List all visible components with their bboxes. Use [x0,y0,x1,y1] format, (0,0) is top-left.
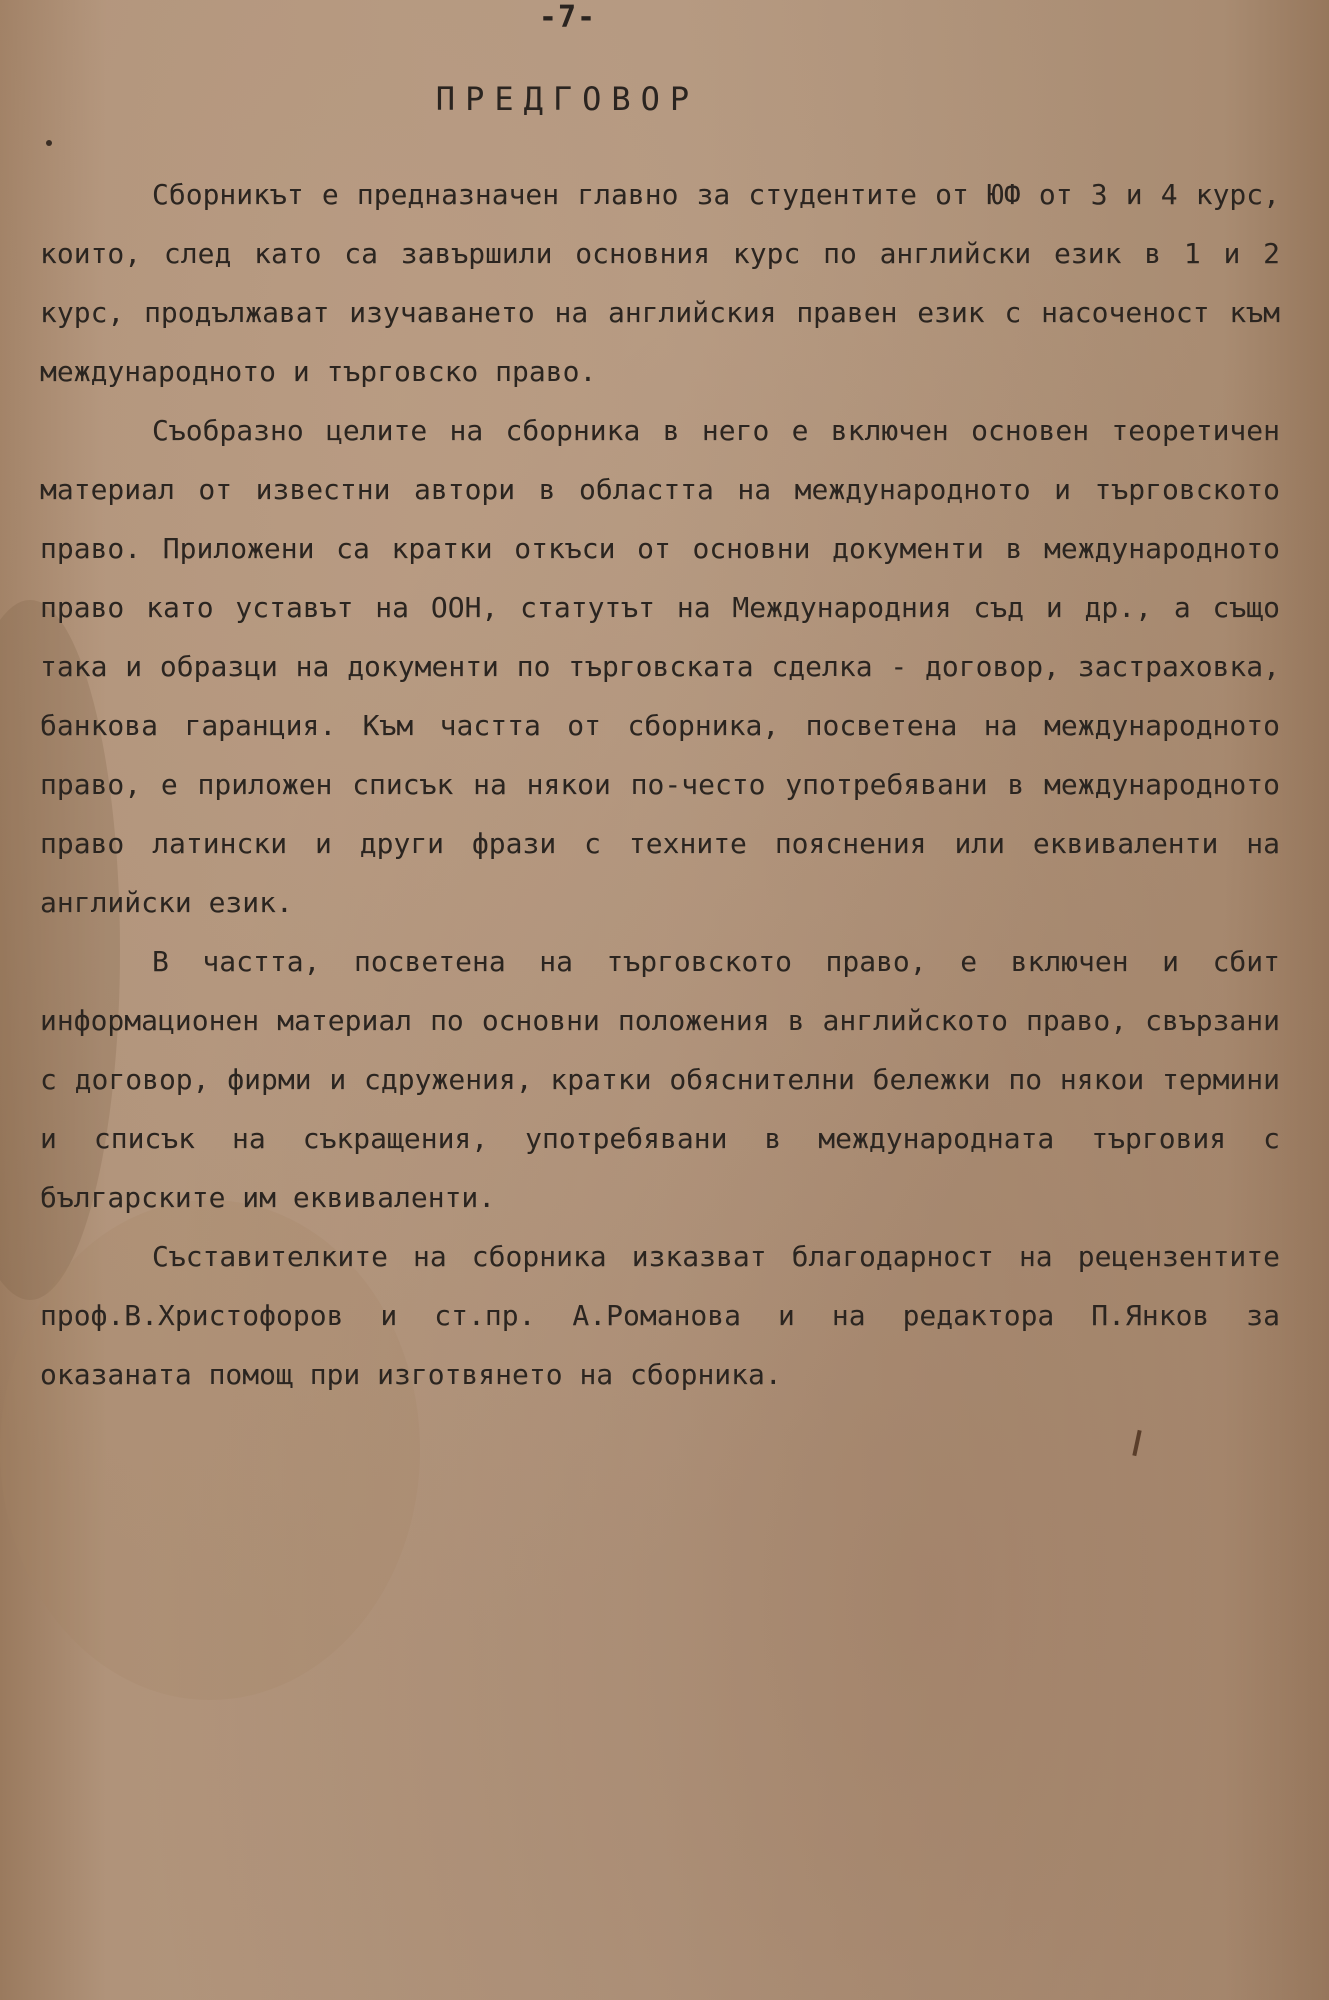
page-title: ПРЕДГОВОР [435,80,700,118]
body-text [40,165,1280,1404]
paragraph: Съставителките на сборника изказват благодарност на рецензентите проф.В.Христофоров и ст.пр. А.Романова и на редактора П.Янков за оказаната помощ при изготвянето на сборника. [40,1240,1280,1391]
page-number: -7- [538,0,597,35]
ink-dot [46,140,52,146]
ink-mark [1132,1430,1141,1456]
paragraph: Сборникът е предназначен главно за студентите от ЮФ от 3 и 4 курс, които, след като са завършили основния курс по английски език в 1 и 2 курс, продължават изучаването на английския правен език с насоченост към международното и търговско право. [40,178,1280,388]
paragraph: Съобразно целите на сборника в него е включен основен теоретичен материал от известни автори в областта на международното и търговското право. Приложени са кратки откъси от основни документи в международното право като уставът на ООН, статутът на Международния съд и др., а също така и образци на документи по търговската сделка - договор, застраховка, банкова гаранция. Към частта от сборника, посветена на международното право, е приложен списък на някои по-често употребявани в международното право латински и други фрази с техните пояснения или еквиваленти на английски език. [40,414,1280,919]
paragraph: В частта, посветена на търговското право, е включен и сбит информационен материал по основни положения в английското право, свързани с договор, фирми и сдружения, кратки обяснителни бележки по някои термини и списък на съкращения, употребявани в международната търговия с българските им еквиваленти. [40,945,1280,1214]
